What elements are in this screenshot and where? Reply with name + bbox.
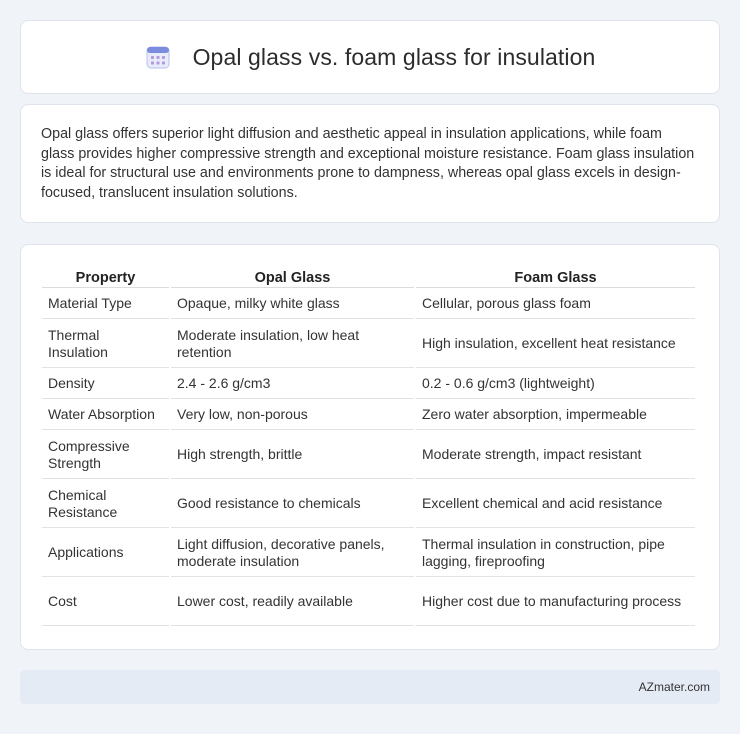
- footer: [20, 670, 720, 704]
- opal-glass-cell: High strength, brittle: [171, 432, 414, 479]
- table-header-row: [42, 265, 695, 288]
- table-row: [42, 579, 695, 626]
- table-row: [42, 401, 695, 430]
- column-header-foam-glass: Foam Glass: [416, 265, 695, 288]
- opal-glass-cell: Lower cost, readily available: [171, 579, 414, 626]
- foam-glass-cell: Moderate strength, impact resistant: [416, 432, 695, 479]
- foam-glass-cell: High insulation, excellent heat resistance: [416, 321, 695, 368]
- foam-glass-cell: Cellular, porous glass foam: [416, 290, 695, 319]
- source-credit: AZmater.com: [638, 680, 710, 694]
- opal-glass-cell: 2.4 - 2.6 g/cm3: [171, 370, 414, 399]
- summary-card: [20, 104, 720, 223]
- table-row: [42, 481, 695, 528]
- column-header-property: Property: [42, 265, 169, 288]
- comparison-table-card: [20, 244, 720, 650]
- opal-glass-cell: Light diffusion, decorative panels, moderate insulation: [171, 530, 414, 577]
- foam-glass-cell: Excellent chemical and acid resistance: [416, 481, 695, 528]
- table-row: [42, 530, 695, 577]
- property-cell: Cost: [42, 579, 169, 626]
- table-row: [42, 321, 695, 368]
- calendar-icon: [145, 44, 171, 70]
- property-cell: Thermal Insulation: [42, 321, 169, 368]
- table-row: [42, 370, 695, 399]
- property-cell: Chemical Resistance: [42, 481, 169, 528]
- foam-glass-cell: Higher cost due to manufacturing process: [416, 579, 695, 626]
- summary-text: Opal glass offers superior light diffusion and aesthetic appeal in insulation applications, while foam glass provides higher compressive strength and exceptional moisture resistance. Foam glass insulation is ideal for structural use and environments prone to dampness, whereas opal glass excels in design-focused, translucent insulation solutions.: [41, 126, 695, 201]
- property-cell: Compressive Strength: [42, 432, 169, 479]
- foam-glass-cell: Thermal insulation in construction, pipe lagging, fireproofing: [416, 530, 695, 577]
- property-cell: Density: [42, 370, 169, 399]
- foam-glass-cell: 0.2 - 0.6 g/cm3 (lightweight): [416, 370, 695, 399]
- table-row: [42, 290, 695, 319]
- page-title: Opal glass vs. foam glass for insulation: [192, 43, 596, 70]
- opal-glass-cell: Very low, non-porous: [171, 401, 414, 430]
- property-cell: Applications: [42, 530, 169, 577]
- property-cell: Material Type: [42, 290, 169, 319]
- property-cell: Water Absorption: [42, 401, 169, 430]
- opal-glass-cell: Moderate insulation, low heat retention: [171, 321, 414, 368]
- opal-glass-cell: Good resistance to chemicals: [171, 481, 414, 528]
- foam-glass-cell: Zero water absorption, impermeable: [416, 401, 695, 430]
- comparison-table: [40, 263, 697, 628]
- opal-glass-cell: Opaque, milky white glass: [171, 290, 414, 319]
- column-header-opal-glass: Opal Glass: [171, 265, 414, 288]
- table-row: [42, 432, 695, 479]
- title-card: [20, 20, 720, 94]
